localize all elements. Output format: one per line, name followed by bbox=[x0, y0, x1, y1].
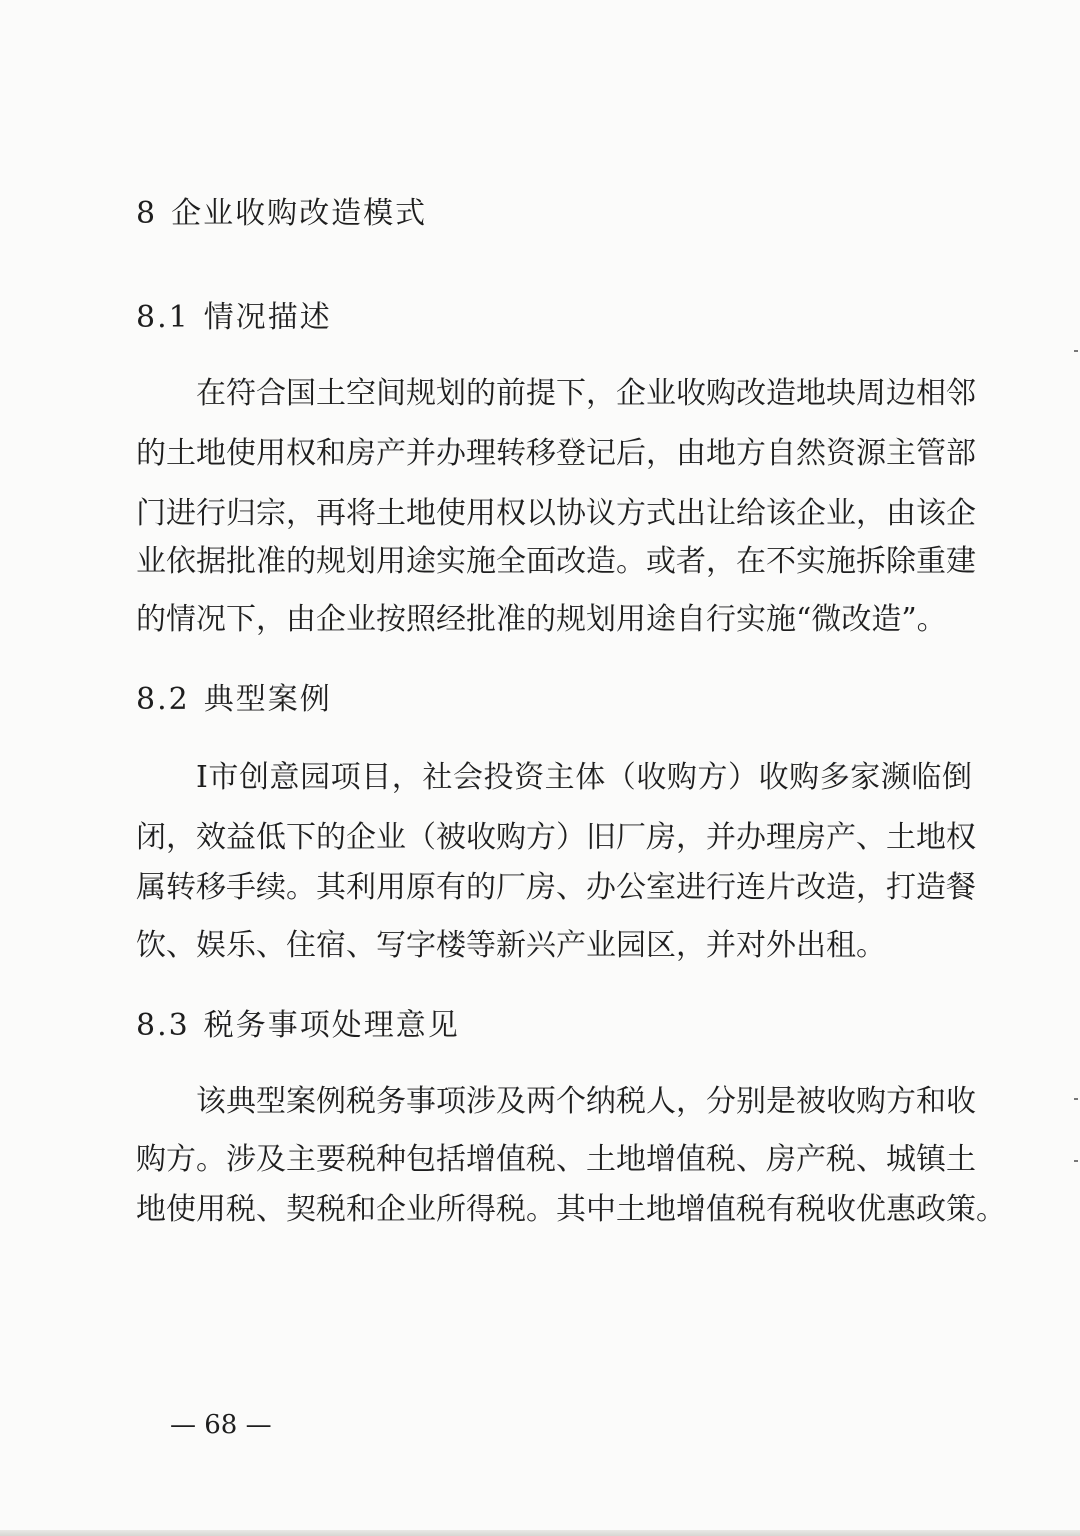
subsection-title: 税务事项处理意见 bbox=[203, 1008, 460, 1043]
scan-mark bbox=[1074, 350, 1078, 352]
section-heading bbox=[136, 188, 427, 232]
paragraph-line: I市创意园项目，社会投资主体（收购方）收购多家濒临倒 bbox=[196, 760, 972, 795]
subsection-title: 典型案例 bbox=[203, 682, 332, 717]
paragraph-line: 闭，效益低下的企业（被收购方）旧厂房，并办理房产、土地权 bbox=[136, 820, 976, 855]
scan-mark bbox=[1074, 1160, 1078, 1162]
subsection-title: 情况描述 bbox=[203, 300, 332, 335]
section-number: 8 bbox=[136, 196, 158, 231]
subsection-number: 8.1 bbox=[136, 300, 190, 335]
paragraph-line: 门进行归宗，再将土地使用权以协议方式出让给该企业，由该企 bbox=[136, 496, 976, 531]
paragraph-line: 的情况下，由企业按照经批准的规划用途自行实施“微改造”。 bbox=[136, 602, 947, 637]
section-title: 企业收购改造模式 bbox=[171, 196, 428, 231]
subsection-heading bbox=[136, 1000, 460, 1044]
paragraph-line: 地使用税、契税和企业所得税。其中土地增值税有税收优惠政策。 bbox=[136, 1192, 1006, 1227]
paragraph-line: 在符合国土空间规划的前提下，企业收购改造地块周边相邻 bbox=[196, 376, 976, 411]
scan-edge bbox=[0, 1530, 1080, 1536]
paragraph-line: 属转移手续。其利用原有的厂房、办公室进行连片改造，打造餐 bbox=[136, 870, 976, 905]
subsection-heading bbox=[136, 292, 332, 336]
scan-mark bbox=[1074, 1098, 1078, 1100]
subsection-heading bbox=[136, 674, 332, 718]
paragraph-line: 饮、娱乐、住宿、写字楼等新兴产业园区，并对外出租。 bbox=[136, 928, 886, 963]
paragraph-line: 购方。涉及主要税种包括增值税、土地增值税、房产税、城镇土 bbox=[136, 1142, 976, 1177]
subsection-number: 8.2 bbox=[136, 682, 190, 717]
paragraph-line: 业依据批准的规划用途实施全面改造。或者，在不实施拆除重建 bbox=[136, 544, 976, 579]
paragraph-line: 该典型案例税务事项涉及两个纳税人，分别是被收购方和收 bbox=[196, 1084, 976, 1119]
page-number: — 68 — bbox=[170, 1410, 272, 1440]
subsection-number: 8.3 bbox=[136, 1008, 190, 1043]
paragraph-line: 的土地使用权和房产并办理转移登记后，由地方自然资源主管部 bbox=[136, 436, 976, 471]
